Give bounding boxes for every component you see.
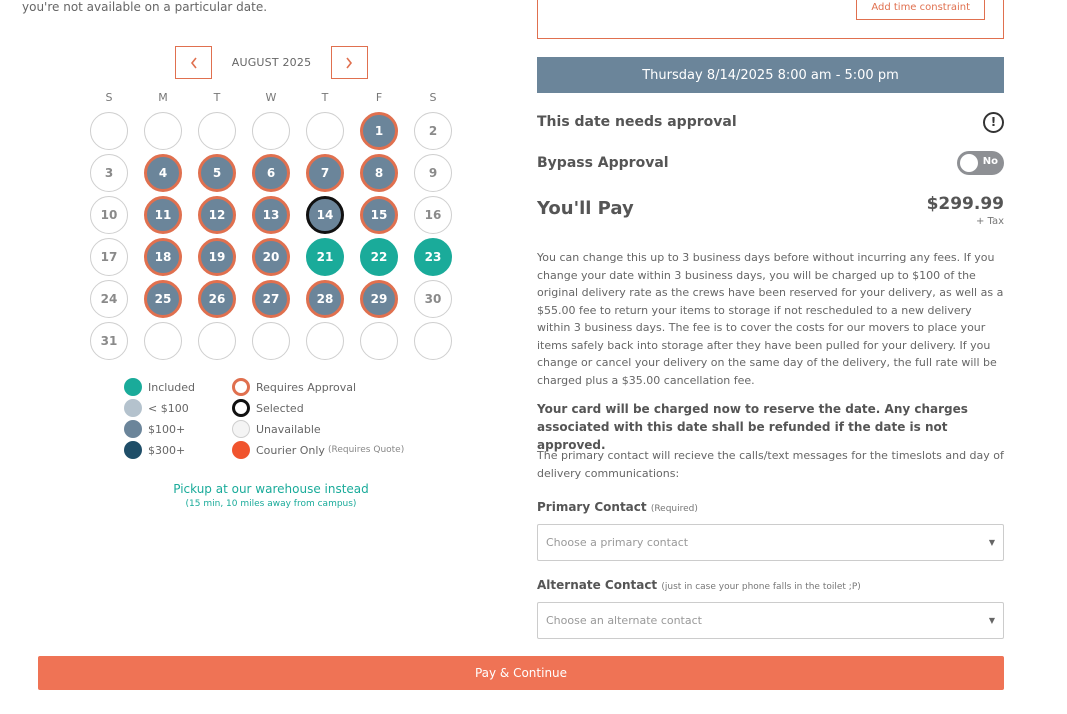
calendar-empty-day <box>360 322 398 360</box>
legend-over-100 <box>124 420 185 438</box>
calendar-day[interactable]: 14 <box>306 196 344 234</box>
unavailable-swatch <box>232 420 250 438</box>
label-text: Alternate Contact <box>537 578 658 592</box>
bypass-row <box>537 151 1004 175</box>
weekday-label: F <box>375 91 383 104</box>
calendar-day[interactable]: 21 <box>306 238 344 276</box>
calendar-header <box>175 46 368 79</box>
add-time-constraint-button[interactable]: Add time constraint <box>856 0 985 20</box>
calendar-day[interactable]: 22 <box>360 238 398 276</box>
approval-title: This date needs approval <box>537 114 737 130</box>
alternate-contact-select[interactable] <box>537 602 1004 639</box>
approval-row <box>537 110 1004 134</box>
calendar-day[interactable]: 18 <box>144 238 182 276</box>
pickup-warehouse-link[interactable]: Pickup at our warehouse instead <box>173 482 369 496</box>
calendar-day[interactable]: 29 <box>360 280 398 318</box>
time-constraint-panel <box>537 0 1004 39</box>
over-100-swatch <box>124 420 142 438</box>
change-policy-text: You can change this up to 3 business days before without incurring any fees. If you change your date within 3 business days, you will be charged up to $100 of the original delivery rate as the crews have been reserved for your delivery, as well as a $55.00 fee to return your items to storage if not rescheduled to a new delivery within 3 business days. The fee is to cover the costs for our movers to place your items safely back into storage after they have been pulled for your delivery. If you change or cancel your delivery on the same day of the delivery, the full rate will be charged plus a $35.00 cancellation fee. <box>537 251 1004 387</box>
over-300-swatch <box>124 441 142 459</box>
caret-down-icon: ▼ <box>988 538 995 547</box>
calendar-empty-day <box>144 322 182 360</box>
label-text: Primary Contact <box>537 500 647 514</box>
pay-label: You'll Pay <box>537 198 634 219</box>
prev-month-button[interactable] <box>175 46 212 79</box>
legend-label: $300+ <box>148 443 186 457</box>
toggle-label: No <box>982 156 998 167</box>
weekday-label: T <box>321 91 329 104</box>
chevron-left-icon <box>190 57 198 69</box>
calendar-day[interactable]: 13 <box>252 196 290 234</box>
legend-included <box>124 378 195 396</box>
calendar-day[interactable]: 11 <box>144 196 182 234</box>
legend-under-100 <box>124 399 189 417</box>
primary-contact-select[interactable] <box>537 524 1004 561</box>
calendar-empty-day <box>198 322 236 360</box>
under-100-swatch <box>124 399 142 417</box>
approval-swatch <box>232 378 250 396</box>
calendar-empty-day <box>306 112 344 150</box>
calendar-empty-day <box>252 112 290 150</box>
contact-note: The primary contact will recieve the calls/text messages for the timeslots and day of delivery communications: <box>537 449 1004 480</box>
legend-courier-only <box>232 441 404 459</box>
calendar-day[interactable]: 5 <box>198 154 236 192</box>
weekday-label: S <box>429 91 437 104</box>
calendar-empty-day <box>414 322 452 360</box>
calendar-day[interactable]: 17 <box>90 238 128 276</box>
legend-over-300 <box>124 441 185 459</box>
legend-label: Courier Only <box>256 443 325 457</box>
charge-note: Your card will be charged now to reserve the date. Any charges associated with this date shall be refunded if the date is not approved. <box>537 402 968 452</box>
calendar-day[interactable]: 1 <box>360 112 398 150</box>
calendar-day[interactable]: 24 <box>90 280 128 318</box>
calendar-empty-day <box>198 112 236 150</box>
alternate-contact-label <box>537 578 861 592</box>
pay-amount: $299.99 <box>926 194 1004 214</box>
calendar-day[interactable]: 26 <box>198 280 236 318</box>
calendar-empty-day <box>306 322 344 360</box>
select-placeholder: Choose an alternate contact <box>546 614 702 627</box>
included-swatch <box>124 378 142 396</box>
legend-note: (Requires Quote) <box>327 445 405 455</box>
weekday-label: M <box>158 91 168 104</box>
primary-contact-label <box>537 500 698 514</box>
next-month-button[interactable] <box>331 46 368 79</box>
selected-date-banner: Thursday 8/14/2025 8:00 am - 5:00 pm <box>537 57 1004 93</box>
calendar-day[interactable]: 19 <box>198 238 236 276</box>
calendar-day[interactable]: 28 <box>306 280 344 318</box>
calendar-day[interactable]: 16 <box>414 196 452 234</box>
calendar-day[interactable]: 4 <box>144 154 182 192</box>
calendar-day[interactable]: 7 <box>306 154 344 192</box>
pickup-distance-note: (15 min, 10 miles away from campus) <box>185 499 357 509</box>
month-label: AUGUST 2025 <box>231 56 312 69</box>
calendar-day[interactable]: 23 <box>414 238 452 276</box>
instructions-text: you're not available on a particular date. <box>22 0 268 14</box>
legend-unavailable <box>232 420 321 438</box>
weekday-label: T <box>213 91 221 104</box>
bypass-approval-toggle[interactable] <box>957 151 1004 175</box>
legend-label: < $100 <box>148 401 189 415</box>
toggle-knob <box>960 154 978 172</box>
legend-label: Selected <box>256 401 304 415</box>
calendar-day[interactable]: 20 <box>252 238 290 276</box>
calendar-day[interactable]: 15 <box>360 196 398 234</box>
calendar-grid <box>90 112 452 360</box>
calendar-day[interactable]: 12 <box>198 196 236 234</box>
calendar-day[interactable]: 9 <box>414 154 452 192</box>
label-sub: (Required) <box>650 504 698 514</box>
select-placeholder: Choose a primary contact <box>546 536 689 549</box>
pay-and-continue-button[interactable]: Pay & Continue <box>38 656 1004 690</box>
caret-down-icon: ▼ <box>988 616 995 625</box>
calendar-day[interactable]: 10 <box>90 196 128 234</box>
selected-swatch <box>232 399 250 417</box>
legend-label: Included <box>148 380 196 394</box>
legend-label: Unavailable <box>256 422 321 436</box>
chevron-right-icon <box>345 57 353 69</box>
legend-requires-approval <box>232 378 356 396</box>
calendar-day[interactable]: 30 <box>414 280 452 318</box>
courier-swatch <box>232 441 250 459</box>
alert-circle-icon[interactable]: ! <box>983 112 1004 133</box>
weekday-header <box>90 91 452 105</box>
calendar-day[interactable]: 31 <box>90 322 128 360</box>
legend-selected <box>232 399 304 417</box>
calendar-day[interactable]: 6 <box>252 154 290 192</box>
calendar-empty-day <box>252 322 290 360</box>
calendar-empty-day <box>90 112 128 150</box>
calendar-day[interactable]: 27 <box>252 280 290 318</box>
calendar-day[interactable]: 25 <box>144 280 182 318</box>
pay-summary <box>537 194 1004 230</box>
pay-tax: + Tax <box>975 216 1004 227</box>
calendar-empty-day <box>144 112 182 150</box>
label-sub: (just in case your phone falls in the toilet ;P) <box>661 582 861 592</box>
calendar-day[interactable]: 8 <box>360 154 398 192</box>
bypass-title: Bypass Approval <box>537 155 669 171</box>
calendar-day[interactable]: 3 <box>90 154 128 192</box>
legend-label: Requires Approval <box>256 380 357 394</box>
weekday-label: S <box>105 91 113 104</box>
legend-label: $100+ <box>148 422 186 436</box>
calendar-day[interactable]: 2 <box>414 112 452 150</box>
weekday-label: W <box>265 91 277 104</box>
